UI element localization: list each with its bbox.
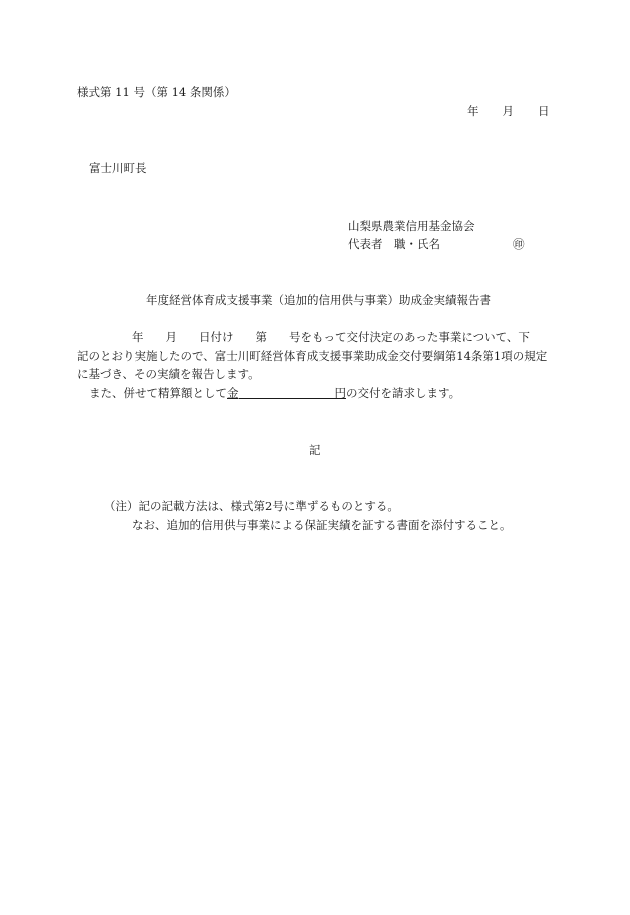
document-title: 年度経営体育成支援事業（追加的信用供与事業）助成金実績報告書 xyxy=(146,293,491,307)
amount-blank xyxy=(239,386,335,399)
date-year: 年 xyxy=(467,104,479,118)
p1-month: 月 xyxy=(165,330,177,344)
p2-currency-prefix: 金 xyxy=(227,386,239,400)
note-label: （注） xyxy=(104,499,139,513)
p1-year: 年 xyxy=(132,330,144,344)
p2-after: の交付を請求します。 xyxy=(346,386,461,400)
report-paragraph xyxy=(77,328,552,384)
form-number: 様式第 11 号（第 14 条関係） xyxy=(77,85,236,99)
addressee: 富士川町長 xyxy=(89,161,147,175)
claim-paragraph xyxy=(77,384,552,403)
p1-line1-rest: 号をもって交付決定のあった事業について、下 xyxy=(289,330,530,344)
representative-line xyxy=(348,237,525,252)
ki-heading: 記 xyxy=(309,443,321,457)
seal-mark: ㊞ xyxy=(513,237,525,251)
date-line xyxy=(467,105,550,119)
p1-date-suffix: 日付け xyxy=(199,330,234,344)
p2-currency-suffix: 円 xyxy=(334,386,346,400)
representative-label: 代表者 職・氏名 xyxy=(348,237,440,251)
p2-before: また、併せて精算額として xyxy=(89,386,227,400)
note-line-2: なお、追加的信用供与事業による保証実績を証する書面を添付すること。 xyxy=(132,518,512,532)
note-text-1: 記の記載方法は、様式第2号に準ずるものとする。 xyxy=(138,499,399,513)
date-day: 日 xyxy=(538,104,550,118)
note-line-1 xyxy=(104,500,399,514)
date-month: 月 xyxy=(502,104,514,118)
p1-line2: 記のとおり実施したので、富士川町経営体育成支援事業助成金交付要綱第14条第1項の規定 xyxy=(77,348,548,363)
applicant-organization: 山梨県農業信用基金協会 xyxy=(348,219,475,233)
p1-number-prefix: 第 xyxy=(255,330,267,344)
p1-line3: に基づき、その実績を報告します。 xyxy=(77,367,260,381)
